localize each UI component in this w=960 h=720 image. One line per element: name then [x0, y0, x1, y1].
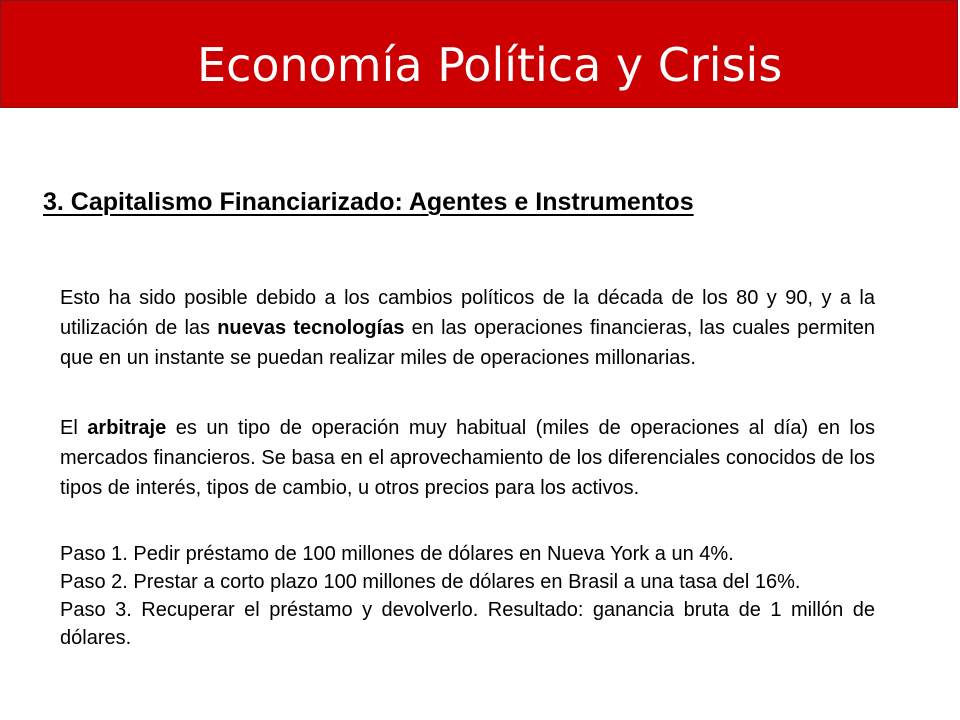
paragraph-new-technologies [60, 283, 875, 373]
step-3: Paso 3. Recuperar el préstamo y devolverlo. Resultado: ganancia bruta de 1 millón de dólares. [60, 599, 875, 649]
section-heading [43, 185, 694, 219]
arbitrage-steps [60, 540, 875, 652]
paragraph1-bold-term: nuevas tecnologías [217, 317, 405, 339]
paragraph2-bold-term: arbitraje [87, 417, 167, 439]
paragraph1-text-before: Esto ha sido posible debido a los cambios políticos de la década de los 80 y 90, y a la utilización de las [60, 287, 875, 339]
title-banner [0, 0, 958, 108]
step-2: Paso 2. Prestar a corto plazo 100 millones de dólares en Brasil a una tasa del 16%. [60, 571, 801, 593]
paragraph1-text-after: en las operaciones financieras, las cuales permiten que en un instante se puedan realizar miles de operaciones millonarias. [60, 317, 875, 369]
section-heading-text: 3. Capitalismo Financiarizado: Agentes e Instrumentos [43, 188, 694, 216]
slide-title: Economía Política y Crisis [197, 38, 783, 92]
paragraph-arbitrage [60, 413, 875, 503]
paragraph2-text-before: El [60, 417, 88, 439]
paragraph2-text-after: es un tipo de operación muy habitual (miles de operaciones al día) en los mercados financieros. Se basa en el aprovechamiento de los diferenciales conocidos de los tipos de interés, tipos de cambio, u otros precios para los activos. [60, 417, 875, 499]
step-1: Paso 1. Pedir préstamo de 100 millones de dólares en Nueva York a un 4%. [60, 543, 734, 565]
